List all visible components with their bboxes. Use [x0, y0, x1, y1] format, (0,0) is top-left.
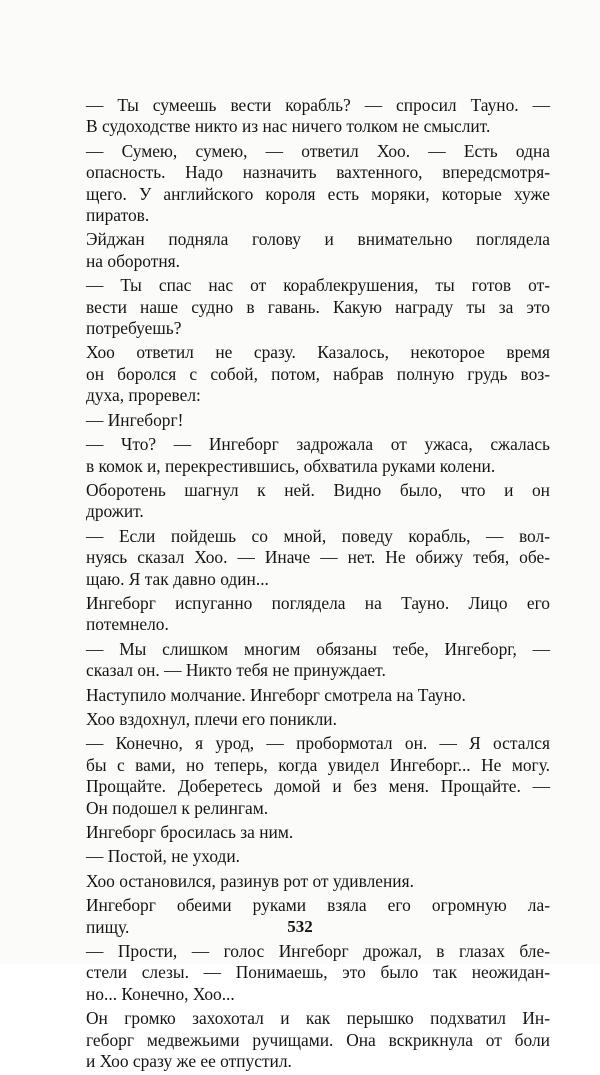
text-line: — Прости, — голос Ингеборг дрожал, в глазах бле- — [86, 941, 550, 962]
paragraph — [86, 822, 550, 843]
text-line: в комок и, перекрестившись, обхватила руками колени. — [86, 455, 496, 476]
text-line: щаю. Я так давно один... — [86, 568, 269, 589]
text-line: щего. У английского короля есть моряки, которые хуже — [86, 183, 550, 204]
text-line: вести наше судно в гавань. Какую награду ты за это — [86, 296, 550, 317]
text-line: но... Конечно, Хоо... — [86, 983, 235, 1004]
text-line: опасность. Надо назначить вахтенного, впередсмотря- — [86, 162, 550, 183]
paragraph — [86, 410, 550, 431]
paragraph — [86, 141, 550, 227]
paragraph — [86, 526, 550, 590]
text-line: — Мы слишком многим обязаны тебе, Ингеборг, — — [86, 638, 550, 659]
text-line: Он подошел к релингам. — [86, 797, 269, 818]
text-line: Хоо остановился, разинув рот от удивления. — [86, 870, 414, 891]
text-line: Прощайте. Доберетесь домой и без меня. Прощайте. — — [86, 776, 550, 797]
text-line: пиратов. — [86, 205, 150, 226]
text-line: Эйджан подняла голову и внимательно поглядела — [86, 229, 550, 250]
text-line: — Ты спас нас от кораблекрушения, ты готов от- — [86, 275, 550, 296]
page-number: 532 — [287, 917, 313, 936]
text-line: Ингеборг бросилась за ним. — [86, 822, 294, 842]
text-line: духа, проревел: — [86, 385, 201, 406]
text-line: потребуешь? — [86, 318, 182, 339]
paragraph — [86, 434, 550, 477]
text-line: В судоходстве никто из нас ничего толком не смыслит. — [86, 116, 491, 137]
text-line: сказал он. — Никто тебя не принуждает. — [86, 660, 386, 681]
paragraph — [86, 229, 550, 272]
paragraph — [86, 846, 550, 867]
paragraph — [86, 1008, 550, 1072]
text-line: — Конечно, я урод, — пробормотал он. — Я остался — [86, 733, 550, 754]
text-line: — Ты сумеешь вести корабль? — спросил Тауно. — — [86, 95, 550, 115]
paragraph — [86, 871, 550, 892]
paragraph — [86, 709, 550, 730]
paragraph — [86, 480, 550, 523]
paragraph — [86, 733, 550, 819]
text-line: он боролся с собой, потом, набрав полную грудь воз- — [86, 363, 550, 384]
paragraph — [86, 275, 550, 339]
text-line: Он громко захохотал и как перышко подхватил Ин- — [86, 1008, 550, 1029]
text-line: — Что? — Ингеборг задрожала от ужаса, сжалась — [86, 434, 550, 455]
paragraph — [86, 685, 550, 706]
text-line: — Сумею, сумею, — ответил Хоо. — Есть одна — [86, 140, 550, 161]
text-line: и Хоо сразу же ее отпустил. — [86, 1051, 292, 1072]
paragraph — [86, 593, 550, 636]
text-line: Ингеборг испуганно поглядела на Тауно. Лицо его — [86, 592, 550, 613]
paragraph — [86, 95, 550, 138]
text-line: Наступило молчание. Ингеборг смотрела на Тауно. — [86, 684, 466, 705]
text-line: на оборотня. — [86, 250, 181, 271]
text-line: пищу. — [86, 916, 130, 937]
text-line: — Если пойдешь со мной, поведу корабль, — вол- — [86, 525, 550, 546]
paragraph — [86, 639, 550, 682]
text-line: Хоо вздохнул, плечи его поникли. — [86, 708, 337, 729]
text-line: Оборотень шагнул к ней. Видно было, что и он — [86, 479, 550, 500]
text-line: Ингеборг обеими руками взяла его огромную ла- — [86, 895, 550, 916]
paragraph — [86, 342, 550, 406]
text-line: — Ингеборг! — [86, 409, 184, 430]
text-line: потемнело. — [86, 614, 169, 635]
text-line: геборг медвежьими ручищами. Она вскрикнула от боли — [86, 1029, 550, 1050]
paragraph — [86, 941, 550, 1005]
text-line: — Постой, не уходи. — [86, 846, 241, 867]
text-line: дрожит. — [86, 501, 144, 522]
text-line: Хоо ответил не сразу. Казалось, некоторое время — [86, 342, 550, 363]
text-line: бы с вами, но теперь, когда увидел Ингеборг... Не могу. — [86, 754, 550, 775]
text-line: стели слезы. — Понимаешь, это было так неожидан- — [86, 962, 550, 983]
text-line: нуясь сказал Хоо. — Иначе — нет. Не обижу тебя, обе- — [86, 547, 550, 568]
